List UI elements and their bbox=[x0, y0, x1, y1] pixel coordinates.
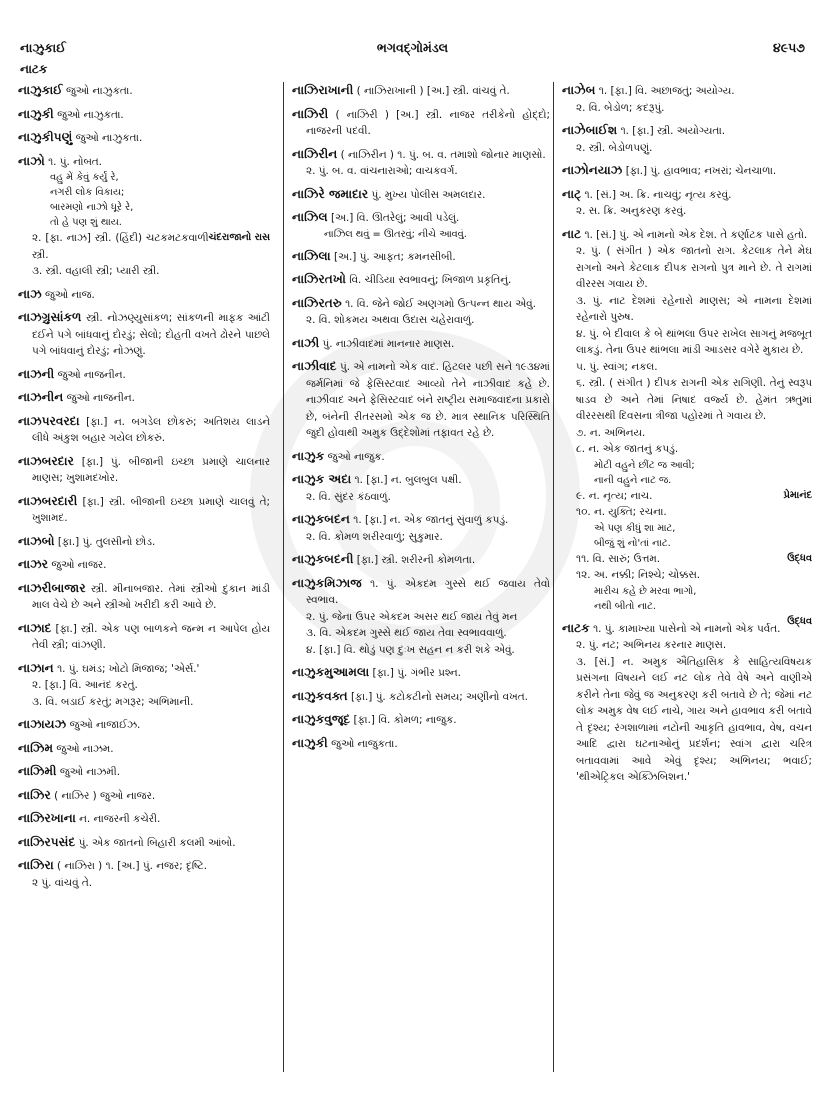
headword: નાઝુકાઈ bbox=[18, 83, 63, 97]
dictionary-entry bbox=[18, 857, 270, 891]
headword: નાઝિમ bbox=[18, 740, 54, 755]
sense-line: ૩. વિ. એકદમ ગુસ્સે થઈ જાય તેવા સ્વભાવવાળું. bbox=[306, 627, 507, 639]
sense-line: ૨. સ. ક્રિ. અનુકરણ કરવું. bbox=[576, 205, 687, 217]
headword: નાઝો bbox=[18, 153, 45, 168]
definition: ( નાઝિર ) જુઓ નાજર. bbox=[54, 789, 156, 802]
definition: [ફા.] પું. કટોકટીનો સમય; અણીનો વખત. bbox=[350, 690, 528, 703]
headword: નાઝિરા bbox=[18, 858, 54, 872]
quotation-line: મારીચ કહે છે મરવા ભાગો, bbox=[594, 585, 697, 597]
definition: સ્ત્રી. નોઝણ્યુસાંકળ; સાંકળની માફક આંટી દઈને પગે બાંધવાનું દોરડું; સેલો; દોહતી વખતે ઢોરને પાછલે પગે બાંધવાનું દોરડું; નોઝણું. bbox=[32, 312, 270, 357]
definition: જુઓ નાજાઈઝ. bbox=[69, 719, 141, 731]
headword: નાઝિરે જમાદાર bbox=[292, 186, 369, 201]
headword: નાઝિલ bbox=[292, 210, 328, 224]
citation-source: ચંદરાજાનો રાસ bbox=[208, 232, 270, 243]
definition: જુઓ નાઝુકતા. bbox=[75, 132, 143, 144]
sense-line: ૨. [ફા. નાઝ] સ્ત્રી. (હિંદી) ચટકમટકવાળી સ્ત્રી. bbox=[32, 232, 209, 261]
definition: જુઓ નાજુક. bbox=[327, 450, 385, 463]
dictionary-entry bbox=[292, 551, 550, 569]
dictionary-entry bbox=[18, 787, 270, 805]
dictionary-entry bbox=[292, 82, 550, 100]
definition: જુઓ નાઝુકતા. bbox=[66, 85, 133, 97]
definition: ૧. પું. કામાખ્યા પાસેનો એ નામનો એક પર્વત. bbox=[593, 622, 781, 635]
dictionary-entry bbox=[292, 711, 550, 729]
definition: [ફા.] સ્ત્રી. બીજાની ઇચ્છા પ્રમાણે ચાલવું તે; ખુશામદ. bbox=[32, 495, 270, 524]
headword: નાઝાદ bbox=[18, 620, 52, 635]
definition: ( નાઝિરાખાની ) [અ.] સ્ત્રી. વાંચવું તે. bbox=[356, 85, 510, 97]
definition: [ફા.] સ્ત્રી. એક પણ બાળકને જન્મ ન આપેલ હોય તેવી સ્ત્રી; વાંઝણી. bbox=[32, 622, 271, 651]
definition: [ફા.] પું. હાવભાવ; નખરાં; ચેનચાળા. bbox=[625, 165, 777, 177]
dictionary-entry bbox=[18, 834, 270, 852]
sense-line: ૩. સ્ત્રી. વહાલી સ્ત્રી; પ્યારી સ્ત્રી. bbox=[32, 265, 160, 277]
headword: નાઝુકી bbox=[18, 106, 54, 121]
headword: નાઝિમી bbox=[18, 764, 57, 778]
headword: નાટ્ bbox=[562, 186, 582, 201]
dictionary-entry bbox=[292, 735, 550, 753]
headword: નાઝુકવુજૂદ bbox=[292, 712, 351, 726]
dictionary-entry bbox=[562, 162, 812, 180]
quotation-line: બીજું શું નો'તાં નાટ. bbox=[594, 537, 671, 549]
dictionary-entry bbox=[562, 226, 812, 627]
definition: પું. એ નામનો એક વાદ. હિટલર પછી સને ૧૯૩૪માં જર્મનિમાં જે ફેસિસ્ટવાદ આવ્યો તેને નાઝીવાદ કહે છે. નાઝીવાદ અને ફેસિસ્ટવાદ બંને રાષ્ટ્રીય સમાજવાદના પ્રકારો છે, બંનેની રીતરસમો એક જ છે. માત્ર સ્થાનિક પરિસ્થિતિ જુદી હોવાથી અમુક ઉદ્દેશોમાં તફાવત રહે છે. bbox=[306, 361, 550, 439]
definition: જુઓ નાજુકતા. bbox=[331, 737, 398, 750]
headword: નાઝિરપસંદ bbox=[18, 834, 76, 849]
dictionary-entry bbox=[18, 82, 270, 100]
definition: પું. નાઝીવાદમાં માનનાર માણસ. bbox=[322, 337, 455, 350]
headword: નાઝની bbox=[18, 366, 55, 381]
definition: [ફા.] સ્ત્રી. શરીરની કોમળતા. bbox=[356, 554, 476, 566]
definition: જુઓ નાજર. bbox=[51, 559, 107, 571]
headword: નાઝ bbox=[18, 286, 42, 301]
dictionary-entry bbox=[18, 620, 270, 654]
headword: નાઝપરવરદા bbox=[18, 413, 80, 428]
sense-line: ૫. પું. સ્વાંગ; નકલ. bbox=[576, 360, 658, 373]
definition: ( નાઝિરીન ) ૧. પું. બ. વ. તમાશો જોનાર માણસો. bbox=[340, 148, 546, 161]
quotation-line: બારમણો નાઝો ધૂરે રે, bbox=[50, 202, 134, 213]
definition: ૧. [ફા.] વિ. અછાજતું; અયોગ્ય. bbox=[598, 85, 735, 97]
headword: નાઝી bbox=[292, 335, 320, 350]
dictionary-entry bbox=[18, 453, 270, 487]
definition: [ફા.] વિ. કોમળ; નાજુક. bbox=[353, 714, 457, 726]
column-3 bbox=[553, 82, 812, 1072]
sense-line: ૨. વિ. શોકમય અથવા ઉદાસ ચહેરાવાળું. bbox=[306, 314, 475, 326]
sense-line: ૩. વિ. બડાઈ કરતું; મગરૂર; અભિમાની. bbox=[32, 695, 194, 708]
headword: નાઝિલા bbox=[292, 248, 331, 263]
quotation-line: નાઝિલ થવું = ઊતરવું; નીચે આવવું. bbox=[324, 228, 467, 240]
citation-source: પ્રેમાનંદ bbox=[783, 489, 812, 501]
headword: નાઝબરદાર bbox=[18, 453, 74, 468]
dictionary-entry bbox=[292, 511, 550, 545]
left-guideword: નાઝુકાઈ bbox=[20, 40, 66, 55]
quotation-line: મોટી વહુને છીંટ જ આવી; bbox=[594, 459, 695, 471]
definition: જુઓ નાઝમ. bbox=[56, 742, 114, 755]
dictionary-entry bbox=[18, 493, 270, 527]
definition: સ્ત્રી. મીનાબજાર. તેમાં સ્ત્રીઓ દુકાન માંડી માલ વેચે છે અને સ્ત્રીઓ ખરીદી કરી આવે છે. bbox=[32, 582, 270, 611]
dictionary-entry bbox=[18, 389, 270, 407]
headword: નાઝર bbox=[18, 557, 48, 571]
dictionary-entry bbox=[18, 716, 270, 734]
dictionary-entry bbox=[292, 209, 550, 242]
dictionary-title: ભગવદ્ગોમંડલ bbox=[376, 40, 449, 55]
headword: નાઝગ્રુસાંકળ bbox=[18, 310, 82, 324]
headword: નાઝિરતરુ bbox=[292, 295, 342, 310]
dictionary-entry bbox=[18, 810, 270, 828]
sense-line: ૨. પું. ( સંગીત ) એક જાતનો રાગ. કેટલાક તેને મેઘ રાગનો અને કેટલાક દીપક રાગનો પુત્ર માને છે. તે રાગમાં વીરરસ ગવાય છે. bbox=[576, 245, 812, 290]
headword: નાઝેબ bbox=[562, 83, 596, 97]
definition: પું. એક જાતનો બિહારી કલમી આંબો. bbox=[78, 836, 236, 849]
headword: નાઝિરીન bbox=[292, 146, 338, 161]
quotation-line: નગરી લોક વિકાય; bbox=[50, 187, 125, 198]
sense-line: ૩. પું. નાટ દેશમાં રહેનારો માણસ; એ નામના દેશમાં રહેનારો પુરુષ. bbox=[576, 294, 812, 323]
sense-line: ૨. વિ. બેડોળ; કદરૂપું. bbox=[576, 101, 665, 114]
page-header bbox=[20, 40, 805, 62]
quotation-line: એ પણ કીધું શા માટ, bbox=[594, 522, 676, 534]
quotation-line: વહુ મેં કેવું કર્યું રે, bbox=[50, 172, 119, 183]
headword: નાઝિર bbox=[18, 787, 51, 802]
headword: નાઝાયઝ bbox=[18, 717, 67, 731]
sense-line: ૨. વિ. કોમળ શરીરવાળું; સુકુમાર. bbox=[306, 530, 443, 543]
definition: ૧. [સં.] પું. એ નામનો એક દેશ. તે કર્ણાટક પાસે હતો. bbox=[584, 228, 808, 241]
definition: [ફા.] પું. તુલસીનો છોડ. bbox=[57, 535, 156, 548]
citation-source: ઉદ્ધવ bbox=[787, 552, 812, 564]
definition: જુઓ નાઝુકતા. bbox=[57, 108, 124, 121]
definition: ૧. વિ. જેને જોઈ અણગમો ઉત્પન્ન થાય એવું. bbox=[345, 297, 536, 310]
dictionary-entry bbox=[562, 122, 812, 156]
sense-line: ૪. પું. બે દીવાલ કે બે થાંભલા ઉપર રાખેલ સાગનું મજબૂત લાકડું. તેના ઉપર થાંભલા માંડી આડસર વગેરે મુકાય છે. bbox=[576, 327, 812, 356]
headword: નાઝબો bbox=[18, 533, 55, 548]
definition: વિ. ચીડિયા સ્વભાવનું; ખિજાળ પ્રકૃતિનું. bbox=[349, 274, 512, 286]
headword: નાઝિરતખો bbox=[292, 272, 346, 286]
headword: નાઝુક અદા bbox=[292, 472, 352, 486]
sense-line: ૪. [ફા.] વિ. થોડું પણ દુઃખ સહન ન કરી શકે એવું. bbox=[306, 643, 515, 656]
headword: નાઝુકબદની bbox=[292, 552, 354, 566]
definition: જુઓ નાજનીન. bbox=[66, 392, 135, 404]
dictionary-entry bbox=[18, 106, 270, 124]
sense-line: ૯. ન. નૃત્ય; નાચ. bbox=[576, 489, 653, 502]
dictionary-entry bbox=[292, 146, 550, 180]
dictionary-entry bbox=[292, 358, 550, 442]
definition: ૧. પું. નોબત. bbox=[48, 155, 102, 168]
headword: નાઝુકી bbox=[292, 735, 328, 750]
headword: નાઝરીબાજાર bbox=[18, 580, 86, 595]
sense-line: ૮. ન. એક જાતનું કપડું. bbox=[576, 443, 679, 455]
dictionary-entry bbox=[292, 186, 550, 204]
dictionary-entry bbox=[18, 660, 270, 711]
sense-line: ૨. સ્ત્રી. બેડોળપણું. bbox=[576, 141, 653, 154]
dictionary-entry bbox=[18, 556, 270, 574]
definition: જુઓ નાજ. bbox=[45, 288, 95, 301]
column-2 bbox=[283, 82, 550, 1072]
headword: નાઝાન bbox=[18, 660, 54, 675]
quotation-line: નથી બીતો નાટ. bbox=[594, 600, 656, 612]
definition: [ફા.] ન. બગડેલ છોકરું; અતિશય લાડને લીધે અંકુશ બહાર ગયેલ છોકરું. bbox=[32, 415, 270, 444]
headword: નાઝબરદારી bbox=[18, 493, 78, 508]
dictionary-entry bbox=[292, 295, 550, 329]
definition: ૧. [ફા.] ન. એક જાતનું સુંવાળું કપડું. bbox=[353, 514, 509, 526]
page-number: ૪૯૫૭ bbox=[772, 40, 805, 55]
dictionary-entry bbox=[292, 106, 550, 140]
sense-line: ૨ પું. વાંચવું તે. bbox=[32, 876, 93, 889]
sense-line: ૭. ન. અભિનય. bbox=[576, 426, 646, 439]
dictionary-entry bbox=[292, 471, 550, 505]
dictionary-columns bbox=[18, 82, 810, 1082]
quotation-line: નાની વહુને નાટ જ. bbox=[594, 474, 672, 486]
headword: નાઝુકમુઆમલા bbox=[292, 665, 370, 679]
definition: ૧. પું. ઘમંડ; ખોટો મિજાજ; 'એર્સ.' bbox=[57, 662, 200, 675]
dictionary-entry bbox=[292, 248, 550, 266]
headword: નાઝેબાઈશ bbox=[562, 123, 618, 137]
definition: [ફા.] પું. ગંભીર પ્રશ્ન. bbox=[372, 667, 461, 679]
dictionary-entry bbox=[292, 335, 550, 353]
citation-source: ઉદ્ધવ bbox=[787, 615, 812, 627]
headword: નાઝુકમિઝાજ bbox=[292, 575, 362, 590]
headword: નાઝનીન bbox=[18, 390, 64, 404]
definition: ન. નાજરની કચેરી. bbox=[79, 813, 161, 825]
definition: જુઓ નાઝમી. bbox=[59, 766, 121, 778]
definition: [અ.] પું. આફત; કમનસીબી. bbox=[333, 250, 456, 263]
dictionary-entry bbox=[18, 533, 270, 551]
sense-line: ૧૧. વિ. સારું; ઉત્તમ. bbox=[576, 552, 661, 565]
headword: નાઝિરાખાની bbox=[292, 83, 354, 97]
definition: [અ.] વિ. ઊતરેલું; આવી પડેલું. bbox=[330, 212, 460, 224]
sense-line: ૨. પું. બ. વ. વાંચનારાઓ; વાચકવર્ગ. bbox=[306, 165, 458, 177]
headword: નાઝુકબદન bbox=[292, 512, 350, 526]
dictionary-entry bbox=[18, 153, 270, 280]
sense-line: ૨. પું. જેના ઉપર એકદમ અસર થઈ જાય તેવું મન bbox=[306, 610, 518, 623]
dictionary-entry bbox=[292, 664, 550, 682]
sense-line: ૩. [સં.] ન. અમુક ઐતિહાસિક કે સાહિત્યવિષયક પ્રસંગના વિષયને લઈ નટ લોક તેવે વેષે અને વાણીએ કરીને તેના જેવું જ અનુકરણ કરી બતાવે છે તે; જેમાં નટ લોક અમુક વેષ લઈ નાચે, ગાય અને હાવભાવ કરી બતાવે તે દૃશ્ય; રંગશાળામાં નટોની આકૃતિ હાવભાવ, વેષ, વચન આદિ દ્વારા ઘટનાઓનું પ્રદર્શન; સ્વાંગ દ્વારા ચરિત્ર બતાવવામાં આવે એવું દૃશ્ય; અભિનય; ભવાઈ; 'થીએટ્રિકલ એક્ઝિબિશન.' bbox=[576, 655, 812, 783]
sense-line: ૧૨. અ. નક્કી; નિશ્ચે; ચોક્કસ. bbox=[576, 569, 701, 581]
dictionary-entry bbox=[18, 740, 270, 758]
dictionary-entry bbox=[292, 688, 550, 706]
definition: ( નાઝિરા ) ૧. [અ.] પું. નજર; દૃષ્ટિ. bbox=[57, 860, 208, 872]
headword: નાઝિરખાના bbox=[18, 811, 76, 825]
definition: ૧. [સં.] અ. ક્રિ. નાચવું; નૃત્ય કરવું. bbox=[584, 188, 732, 201]
sense-line: ૨. વિ. સુંદર કંઠવાળું. bbox=[306, 490, 391, 503]
definition: [ફા.] પું. બીજાની ઇચ્છા પ્રમાણે ચાલનાર માણસ; ખુશામદખોર. bbox=[32, 455, 270, 484]
dictionary-entry bbox=[18, 309, 270, 360]
definition: ૧. [ફા.] સ્ત્રી. અયોગ્યતા. bbox=[620, 125, 726, 137]
sense-line: ૨. [ફા.] વિ. આનંદ કરતું. bbox=[32, 679, 138, 691]
dictionary-entry bbox=[18, 580, 270, 614]
sense-line: ૧૦. ન. યુક્તિ; રચના. bbox=[576, 506, 667, 518]
dictionary-entry bbox=[562, 620, 812, 786]
dictionary-entry bbox=[18, 286, 270, 304]
headword: નાઝુકવક્ત bbox=[292, 688, 348, 703]
dictionary-entry bbox=[562, 82, 812, 116]
headword: નાઝિરી bbox=[292, 106, 329, 121]
right-guideword: નાટક bbox=[20, 62, 48, 76]
definition: જુઓ નાજનીન. bbox=[57, 368, 126, 381]
sense-line: ૨. પું. નટ; અભિનય કરનાર માણસ. bbox=[576, 639, 727, 651]
headword: નાટ bbox=[562, 226, 582, 241]
dictionary-entry bbox=[562, 186, 812, 220]
definition: ૧. પું. એકદમ ગુસ્સે થઈ જવાય તેવો સ્વભાવ. bbox=[306, 577, 550, 606]
definition: પું. મુખ્ય પોલીસ અમલદાર. bbox=[371, 188, 486, 201]
quotation-line: તો હે પણ શું થાય. bbox=[50, 217, 122, 228]
definition: ( નાઝિરી ) [અ.] સ્ત્રી. નાજર તરીકેનો હોદ્દો; નાજરની પદવી. bbox=[306, 108, 550, 137]
dictionary-entry bbox=[292, 448, 550, 466]
dictionary-entry bbox=[18, 763, 270, 781]
dictionary-entry bbox=[18, 366, 270, 384]
dictionary-entry bbox=[18, 413, 270, 447]
headword: નાઝુક bbox=[292, 448, 325, 463]
definition: ૧. [ફા.] ન. બુલબુલ પક્ષી. bbox=[354, 474, 462, 486]
sense-line: ૬. સ્ત્રી. ( સંગીત ) દીપક રાગની એક રાગિણી. તેનું સ્વરૂપ ષાડવ છે અને તેમાં નિષાદ વર્જ્ય છે. હેમંત ઋતુમાં વીરરસથી દિવસના ત્રીજા પહોરમાં તે ગવાય છે. bbox=[576, 377, 812, 422]
column-1 bbox=[18, 82, 270, 1072]
dictionary-entry bbox=[18, 129, 270, 147]
dictionary-entry bbox=[292, 575, 550, 659]
headword: નાઝુકીપણું bbox=[18, 130, 73, 144]
headword: નાઝોનયાઝ bbox=[562, 163, 623, 177]
headword: નાઝીવાદ bbox=[292, 359, 337, 373]
headword: નાટક bbox=[562, 620, 590, 635]
dictionary-entry bbox=[292, 271, 550, 289]
